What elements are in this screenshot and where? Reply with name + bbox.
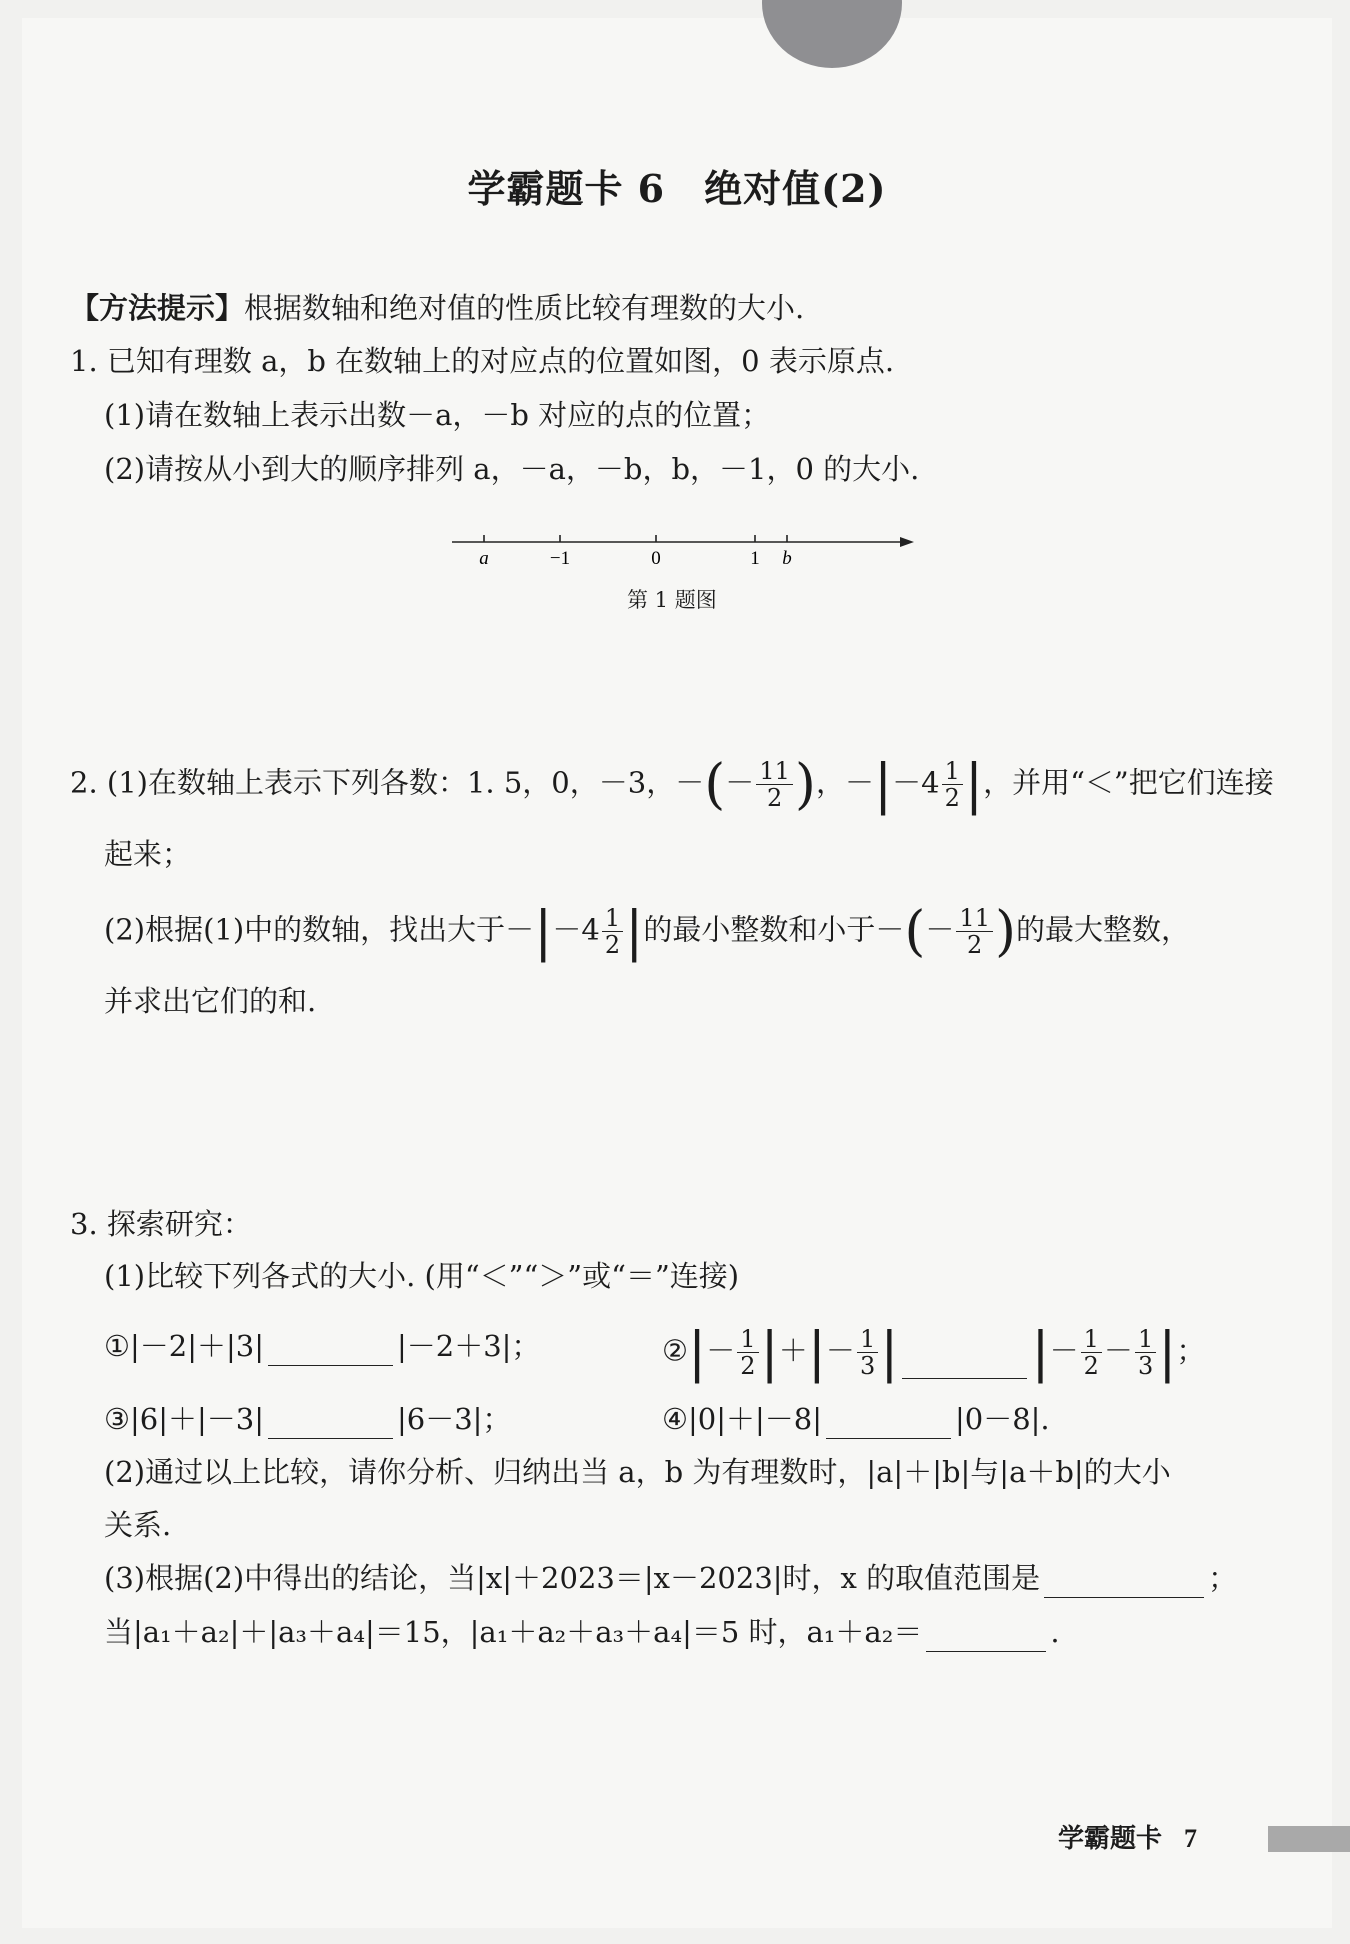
method-hint (70, 288, 804, 328)
expr1-right: |－2＋3|； (396, 1329, 541, 1363)
answer-blank-2[interactable] (902, 1350, 1027, 1379)
q2-p2-text-d: 的最大整数， (1016, 912, 1191, 947)
abs-bar: | (760, 1320, 779, 1384)
fraction-1-2: $\frac{1}{2}$ (942, 758, 963, 811)
q3-expr-4 (662, 1399, 1050, 1439)
footer-label: 学霸题卡 (1058, 1823, 1163, 1853)
paren-open: ( (704, 752, 726, 816)
paren-close: ) (794, 752, 816, 816)
axis-label-b: b (782, 548, 792, 569)
abs-bar-close: | (964, 752, 984, 816)
abs-bar-open: | (873, 752, 893, 816)
expr4-left: ④|0|＋|－8| (662, 1402, 822, 1436)
page-footer (1058, 1818, 1197, 1855)
q3-heading: 3. 探索研究： (70, 1207, 252, 1241)
abs-bar: | (880, 1320, 899, 1384)
page-tab-decoration (762, 0, 902, 68)
q2-part1-line1: 2. (1)在数轴上表示下列各数：1. 5，0，－3，－(－ $\frac{11}{2}$ )，－|－4 $\frac{1}{2}$ |，并用“＜”把它们连接 (70, 752, 1274, 816)
q3-part2-line2: 关系. (104, 1508, 172, 1542)
q2-part2-line1: (2)根据(1)中的数轴，找出大于－|－4 $\frac{1}{2}$ |的最小整数和小于－(－ $\frac{11}{2}$ )的最大整数， (104, 899, 1191, 963)
answer-blank-range[interactable] (1044, 1569, 1204, 1598)
q3-expr-2: ②|－ $\frac{1}{2}$ |＋|－ $\frac{1}{3}$ | |－ $\frac{1}{2}$ － $\frac{1}{3}$ |； (662, 1320, 1206, 1384)
q3-part3-line2 (104, 1612, 1060, 1652)
abs-bar-close: | (625, 899, 644, 963)
q3-p3-end-a: ； (1208, 1561, 1238, 1595)
q3-part1: (1)比较下列各式的大小. (用“＜”“＞”或“＝”连接) (104, 1259, 740, 1293)
expr1-left: ①|－2|＋|3| (104, 1329, 264, 1363)
fraction-11-2: $\frac{11}{2}$ (956, 905, 993, 958)
q2-p2-text-b: －4 (552, 912, 600, 947)
axis-label-a: a (479, 548, 489, 569)
abs-bar: | (1158, 1320, 1177, 1384)
q3-part2-line1: (2)通过以上比较，请你分析、归纳出当 a，b 为有理数时，|a|＋|b|与|a＋b|的大小 (104, 1455, 1171, 1489)
q1-figure-caption: 第 1 题图 (627, 588, 717, 612)
abs-bar: | (688, 1320, 707, 1384)
q2-part1-line2: 起来； (104, 837, 192, 871)
axis-label-neg1: −1 (549, 548, 571, 569)
q3-expr-3 (104, 1399, 511, 1439)
axis-arrow (900, 537, 914, 547)
expr3-left: ③|6|＋|－3| (104, 1402, 264, 1436)
q2-p1-text-d: ，并用“＜”把它们连接 (983, 765, 1274, 800)
worksheet-page (22, 18, 1332, 1928)
q2-p1-text-a: 2. (1)在数轴上表示下列各数：1. 5，0，－3，－ (70, 765, 705, 800)
answer-blank-sum[interactable] (926, 1623, 1046, 1652)
q2-p2-text-a: (2)根据(1)中的数轴，找出大于－ (104, 912, 535, 947)
q1-line2: (1)请在数轴上表示出数－a，－b 对应的点的位置； (104, 398, 771, 432)
paren-close: ) (994, 899, 1017, 963)
fraction-1-2: $\frac{1}{2}$ (602, 905, 623, 958)
q3-p3-text-a: (3)根据(2)中得出的结论，当|x|＋2023＝|x－2023|时，x 的取值范围是 (104, 1561, 1041, 1595)
q1-line1: 1. 已知有理数 a，b 在数轴上的对应点的位置如图，0 表示原点. (70, 344, 895, 378)
fraction-1-2: $\frac{1}{2}$ (737, 1326, 758, 1379)
fraction-1-3: $\frac{1}{3}$ (1135, 1326, 1156, 1379)
axis-label-1: 1 (750, 548, 760, 569)
q2-p2-text-c: 的最小整数和小于－ (643, 912, 905, 947)
page-number: 7 (1184, 1824, 1198, 1853)
page-title: 学霸题卡 6 绝对值(2) (467, 166, 887, 211)
hint-text: 根据数轴和绝对值的性质比较有理数的大小. (244, 291, 805, 325)
expr3-right: |6－3|； (396, 1402, 512, 1436)
abs-bar-open: | (534, 899, 553, 963)
hint-tag: 【方法提示】 (70, 291, 245, 325)
q3-part3-line1 (104, 1558, 1237, 1598)
abs-bar: | (1031, 1320, 1050, 1384)
expr4-right: |0－8|. (954, 1402, 1050, 1436)
fraction-1-2: $\frac{1}{2}$ (1081, 1326, 1102, 1379)
fraction-1-3: $\frac{1}{3}$ (857, 1326, 878, 1379)
answer-blank-1[interactable] (268, 1337, 393, 1366)
q3-p3-text-b: 当|a₁＋a₂|＋|a₃＋a₄|＝15，|a₁＋a₂＋a₃＋a₄|＝5 时，a₁＋a₂＝ (104, 1615, 923, 1649)
q2-p1-text-b: ，－ (815, 765, 874, 800)
fraction-11-2: $\frac{11}{2}$ (756, 758, 793, 811)
q3-expr-1 (104, 1326, 540, 1366)
q1-line3: (2)请按从小到大的顺序排列 a，－a，－b，b，－1，0 的大小. (104, 452, 920, 486)
q1-number-line (442, 518, 922, 578)
answer-blank-3[interactable] (268, 1410, 393, 1439)
answer-blank-4[interactable] (826, 1410, 951, 1439)
axis-label-0: 0 (651, 548, 661, 569)
paren-open: ( (904, 899, 926, 963)
q2-part2-line2: 并求出它们的和. (104, 984, 317, 1018)
q2-p1-text-c: －4 (892, 765, 940, 800)
abs-bar: | (807, 1320, 826, 1384)
footer-bar-decoration (1268, 1826, 1350, 1852)
q3-p3-end-b: . (1050, 1615, 1060, 1649)
